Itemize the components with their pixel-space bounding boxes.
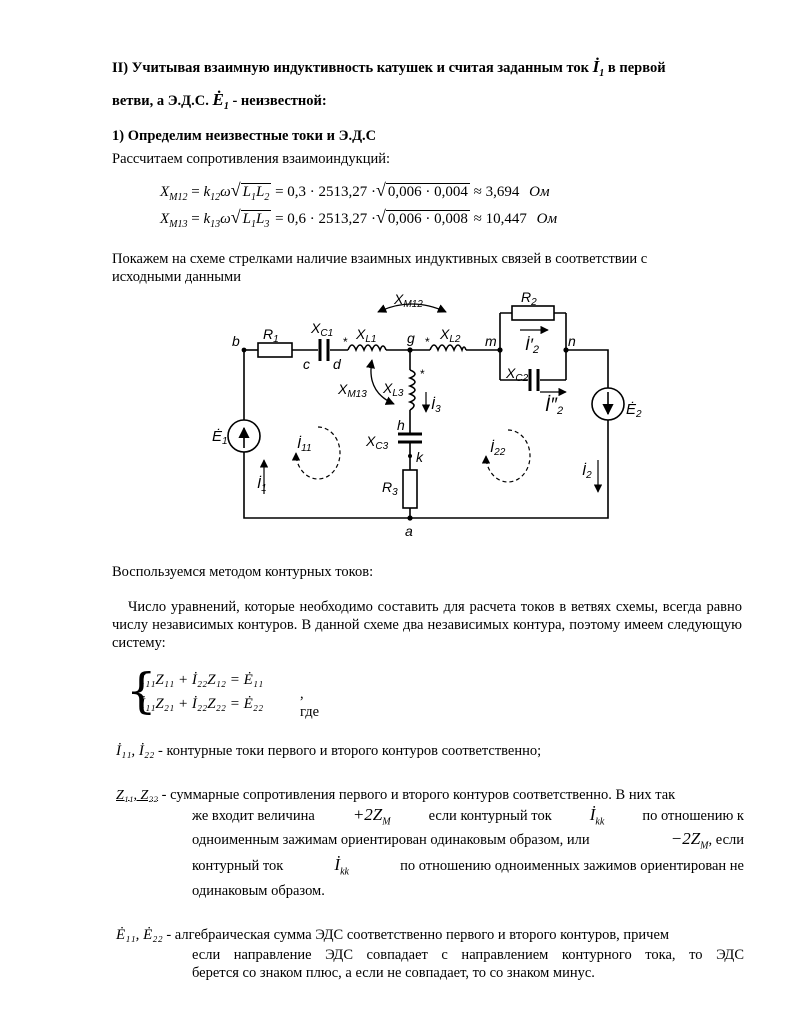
definition-emf-sum-cont: если направление ЭДС совпадает с направлением контурного тока, то ЭДС берется со знаком плюс, а если не совпадает, то со знаком минус. [192,947,744,981]
section-heading [112,58,732,116]
star-l3: * [420,367,425,381]
label-r1: $R_1$ [263,326,279,345]
label-node-c: c [303,356,310,372]
resistor-r1 [258,343,292,357]
loop-arrow-i22 [486,430,530,482]
node-k-dot [408,454,412,458]
ikk-symbol: İ [589,805,596,824]
label-xm12: $X_{M12}$ [394,291,423,310]
method-text: Воспользуемся методом контурных токов: [112,564,374,580]
label-r3: $R_3$ [382,479,398,498]
label-i2-prime: İ′2 [525,335,540,356]
inductor-xl3 [410,370,415,410]
label-r2: $R_2$ [521,289,537,308]
contour-currents-symbol: İ₁₁, İ₂₂ [116,743,155,759]
capacitor-xc1 [320,339,328,361]
definition-impedances: Z₁₁, Z₂₂ - суммарные сопротивления первого и второго контуров соответственно. В них так [116,787,676,803]
equation-where: , где [300,686,320,720]
plus-2zm-symbol: +2Z [352,805,383,824]
label-node-b: b [232,333,240,349]
label-node-d: d [333,356,341,372]
label-node-m: m [485,333,497,349]
label-xm13: $X_{M13}$ [338,381,367,400]
equation-1: İ₁₁Z₁₁ + İ₂₂Z₁₂ = Ė₁₁ [140,672,264,688]
label-e2: $Ė_2$ [626,401,642,420]
circuit-diagram [200,285,660,547]
label-xl2: $X_{L2}$ [440,326,461,345]
inductor-xl1 [348,345,386,350]
label-i3: $İ_3$ [431,396,441,415]
label-xc1: $X_{C1}$ [311,320,334,339]
star-l1: * [343,335,348,349]
resistor-r3 [403,470,417,508]
system-brace: { [126,663,157,719]
mutual-text: Покажем на схеме стрелками наличие взаимных индуктивных связей в соответствии с исходными данными [112,251,648,285]
definition-impedances-cont: же входит величина $+2Z_M$ если контурный ток $İ_{kk}$ по отношению к одноименным зажимам ориентирован одинаковым образом, или $-2Z_M$, если контурный ток $İ_{kk}$ по отношению одноименных зажимов ориентирован не одинаковым образом. [192,805,744,899]
capacitor-xc3 [398,434,422,442]
intro-text: Рассчитаем сопротивления взаимоиндукций: [112,151,391,167]
definition-emf-sum: Ė₁₁, Ė₂₂ - алгебраическая сумма ЭДС соответственно первого и второго контуров, причем [116,927,670,943]
emf-sum-symbol: Ė₁₁, Ė₂₂ [116,927,163,943]
label-node-n: n [568,333,576,349]
label-xc3: $X_{C3}$ [366,433,389,452]
capacitor-xc2 [530,369,538,391]
node-a-dot [407,515,412,520]
equation-2: İ₁₁Z₂₁ + İ₂₂Z₂₂ = Ė₂₂ [140,696,264,712]
resistor-r2 [512,306,554,320]
label-e1: $Ė_1$ [212,428,228,447]
label-i1: $İ_1$ [257,475,267,494]
impedance-symbol: Z₁₁, Z₂₂ [116,788,159,803]
label-i2: $İ_2$ [582,462,592,481]
wire-e2-n [566,350,608,388]
formula-xm13: $X_{M13} = k_{13}\omega√$ $L_1L_3 = 0,6 \cdot 2513,27$ ·√ 0,006 · 0,008 ≈ 10,447 Ом [160,207,558,230]
label-node-a: a [405,523,413,539]
label-i11: $İ_{11}$ [297,435,312,454]
node-m-dot [497,347,502,352]
heading-line-1: II) Учитывая взаимную индуктивность катушек и считая заданным ток $İ_1$ в первой [112,57,666,79]
formula-xm12: $X_{M12} = k_{12}\omega√$ $L_1L_2 = 0,3 \cdot 2513,27$ ·√ 0,006 · 0,004 ≈ 3,694 Ом [160,180,550,203]
emf-e1-symbol: Ė [212,89,224,109]
label-xl1: $X_{L1}$ [356,326,377,345]
label-i2-double-prime: İ″2 [545,395,564,417]
definition-contour-currents: İ₁₁, İ₂₂ - контурные токи первого и второго контуров соответственно; [116,743,542,759]
minus-2zm-symbol: −2Z [670,829,701,848]
inductor-xl2 [430,345,466,350]
label-i22: $İ_{22}$ [490,439,506,458]
star-l2: * [425,335,430,349]
subheading: 1) Определим неизвестные токи и Э.Д.С [112,128,377,144]
equations-text: Число уравнений, которые необходимо составить для расчета токов в ветвях схемы, всегда равно числу независимых контуров. В данной схеме два независимых контура, поэтому имеем следующую систему: [112,599,742,651]
label-xl3: $X_{L3}$ [383,380,404,399]
label-node-k: k [416,449,423,465]
label-xc2: $X_{C2}$ [506,365,529,384]
current-i1-symbol: İ [592,57,600,76]
heading-line-2: ветви, а Э.Д.С. $Ė_1$ - неизвестной: [112,89,327,112]
node-g-dot [407,347,412,352]
node-b-dot [242,348,247,353]
label-node-g: g [407,330,415,346]
label-node-h: h [397,417,405,433]
